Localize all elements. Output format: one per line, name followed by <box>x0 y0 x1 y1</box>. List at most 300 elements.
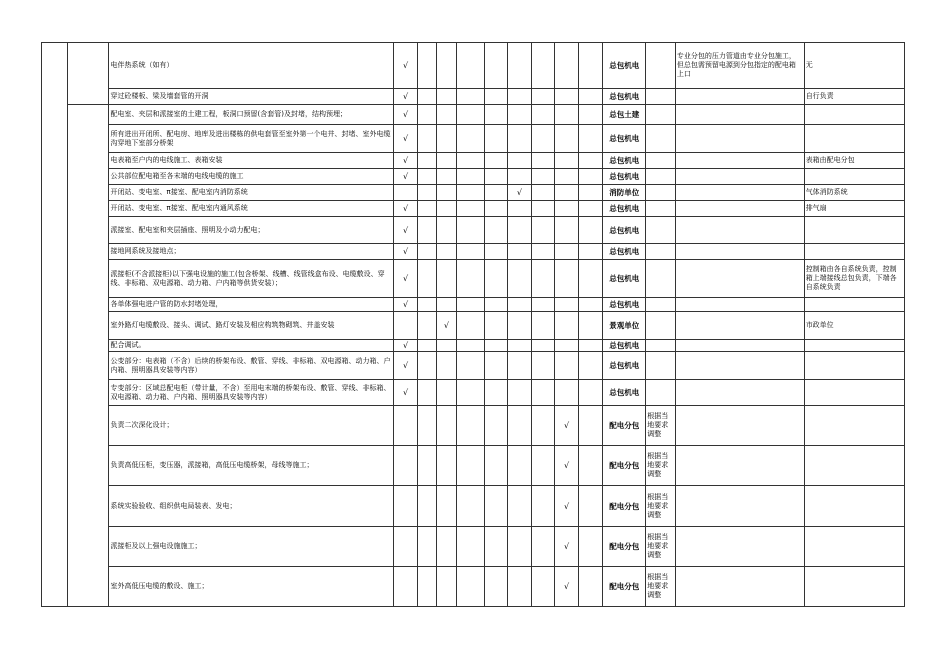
responsibility-cell <box>578 244 603 260</box>
responsibility-cell <box>484 406 508 446</box>
responsibility-cell <box>578 89 603 105</box>
table-row <box>42 527 905 567</box>
remark-cell-e2 <box>675 380 804 406</box>
responsibility-cell <box>457 105 485 125</box>
responsibility-cell <box>436 153 456 169</box>
remark-cell-e1 <box>646 169 676 185</box>
responsibility-cell <box>457 567 485 607</box>
subcategory-cell <box>67 105 109 607</box>
responsibility-cell <box>418 169 436 185</box>
remark-cell-e1 <box>646 260 676 298</box>
responsibility-cell <box>418 406 436 446</box>
remark-cell-e3 <box>804 169 904 185</box>
responsibility-cell <box>531 340 555 352</box>
responsibility-cell <box>531 89 555 105</box>
responsibility-cell <box>555 201 579 217</box>
scope-description: 电表箱至户内的电线施工、表箱安装 <box>109 153 393 169</box>
responsibility-cell <box>578 169 603 185</box>
responsibility-cell <box>508 298 532 312</box>
scope-description: 专变部分：区域总配电柜（带计量，不含）至用电末端的桥架布设、敷管、穿线、非标箱、双电源箱、动力箱、户内箱、照明器具安装等内容） <box>109 380 393 406</box>
responsibility-cell <box>436 486 456 527</box>
table-row <box>42 567 905 607</box>
responsibility-cell <box>508 446 532 486</box>
responsibility-cell <box>484 43 508 89</box>
responsible-unit: 总包机电 <box>603 340 646 352</box>
table-row <box>42 105 905 125</box>
remark-cell-e1 <box>646 153 676 169</box>
remark-cell-e2 <box>675 312 804 340</box>
scope-description: 公共部位配电箱至各末端的电线电缆的施工 <box>109 169 393 185</box>
responsibility-cell <box>418 105 436 125</box>
responsibility-cell <box>555 89 579 105</box>
responsibility-cell <box>418 352 436 380</box>
responsibility-cell <box>457 169 485 185</box>
responsibility-cell <box>457 340 485 352</box>
responsible-unit: 总包机电 <box>603 153 646 169</box>
responsibility-cell <box>531 201 555 217</box>
responsibility-cell <box>484 312 508 340</box>
responsibility-cell <box>578 298 603 312</box>
responsibility-cell <box>508 43 532 89</box>
responsibility-cell <box>436 217 456 244</box>
table-row <box>42 201 905 217</box>
remark-cell-e1: 根据当地要求调整 <box>646 486 676 527</box>
responsible-unit: 配电分包 <box>603 406 646 446</box>
responsibility-cell <box>508 352 532 380</box>
responsibility-cell <box>457 406 485 446</box>
responsibility-cell <box>484 380 508 406</box>
responsibility-cell <box>436 298 456 312</box>
responsibility-cell <box>418 340 436 352</box>
responsibility-cell <box>578 201 603 217</box>
responsible-unit: 总包机电 <box>603 89 646 105</box>
remark-cell-e3: 自行负责 <box>804 89 904 105</box>
responsibility-cell <box>508 567 532 607</box>
responsibility-cell <box>393 527 418 567</box>
responsibility-cell <box>578 340 603 352</box>
remark-cell-e3 <box>804 217 904 244</box>
responsibility-cell <box>578 312 603 340</box>
responsibility-cell <box>436 105 456 125</box>
remark-cell-e3: 表箱由配电分包 <box>804 153 904 169</box>
check-mark: √ <box>508 185 532 201</box>
check-mark: √ <box>555 527 579 567</box>
responsibility-cell <box>531 244 555 260</box>
check-mark: √ <box>436 312 456 340</box>
responsibility-cell <box>508 201 532 217</box>
responsibility-cell <box>578 105 603 125</box>
responsibility-cell <box>457 352 485 380</box>
check-mark: √ <box>393 260 418 298</box>
responsibility-cell <box>531 169 555 185</box>
responsibility-cell <box>531 352 555 380</box>
responsibility-cell <box>555 125 579 153</box>
responsibility-cell <box>418 125 436 153</box>
responsibility-cell <box>531 527 555 567</box>
responsibility-cell <box>508 125 532 153</box>
responsibility-cell <box>418 201 436 217</box>
scope-description: 电伴热系统（如有） <box>109 43 393 89</box>
responsibility-cell <box>418 89 436 105</box>
responsibility-cell <box>578 43 603 89</box>
table-row <box>42 352 905 380</box>
remark-cell-e2 <box>675 105 804 125</box>
scope-description: 室外路灯电缆敷设、接头、调试、路灯安装及相应构筑物砌筑、井盖安装 <box>109 312 393 340</box>
remark-cell-e1 <box>646 244 676 260</box>
remark-cell-e2 <box>675 352 804 380</box>
check-mark: √ <box>393 201 418 217</box>
responsible-unit: 总包机电 <box>603 217 646 244</box>
responsibility-cell <box>418 298 436 312</box>
responsibility-cell <box>555 43 579 89</box>
responsibility-cell <box>555 340 579 352</box>
scope-description: 公变部分：电表箱（不含）后续的桥架布设、敷管、穿线、非标箱、双电源箱、动力箱、户内箱、照明器具安装等内容） <box>109 352 393 380</box>
responsible-unit: 总包机电 <box>603 352 646 380</box>
remark-cell-e2 <box>675 185 804 201</box>
responsibility-cell <box>436 527 456 567</box>
responsibility-cell <box>436 380 456 406</box>
scope-description: 配合调试。 <box>109 340 393 352</box>
remark-cell-e2 <box>675 89 804 105</box>
scope-table <box>41 42 905 607</box>
responsibility-cell <box>418 312 436 340</box>
check-mark: √ <box>393 380 418 406</box>
remark-cell-e3 <box>804 352 904 380</box>
check-mark: √ <box>393 340 418 352</box>
responsibility-cell <box>457 527 485 567</box>
responsibility-cell <box>457 217 485 244</box>
responsible-unit: 消防单位 <box>603 185 646 201</box>
remark-cell-e2 <box>675 201 804 217</box>
responsibility-cell <box>457 153 485 169</box>
check-mark: √ <box>555 406 579 446</box>
responsibility-cell <box>457 244 485 260</box>
table-row <box>42 380 905 406</box>
responsibility-cell <box>484 340 508 352</box>
check-mark: √ <box>393 43 418 89</box>
responsibility-cell <box>393 486 418 527</box>
responsibility-cell <box>531 406 555 446</box>
responsibility-cell <box>578 380 603 406</box>
table-row <box>42 153 905 169</box>
remark-cell-e3 <box>804 486 904 527</box>
responsibility-cell <box>436 260 456 298</box>
responsibility-cell <box>418 446 436 486</box>
responsibility-cell <box>457 486 485 527</box>
responsibility-cell <box>484 486 508 527</box>
responsibility-cell <box>436 446 456 486</box>
responsibility-cell <box>578 185 603 201</box>
check-mark: √ <box>393 105 418 125</box>
responsibility-cell <box>457 446 485 486</box>
responsibility-cell <box>531 298 555 312</box>
responsibility-cell <box>393 185 418 201</box>
check-mark: √ <box>555 567 579 607</box>
remark-cell-e1 <box>646 185 676 201</box>
check-mark: √ <box>393 298 418 312</box>
responsibility-cell <box>578 125 603 153</box>
remark-cell-e1 <box>646 125 676 153</box>
responsibility-cell <box>484 185 508 201</box>
responsibility-cell <box>531 153 555 169</box>
remark-cell-e1: 根据当地要求调整 <box>646 527 676 567</box>
responsibility-cell <box>393 406 418 446</box>
responsibility-cell <box>578 486 603 527</box>
remark-cell-e3: 无 <box>804 43 904 89</box>
remark-cell-e2 <box>675 260 804 298</box>
remark-cell-e1 <box>646 105 676 125</box>
remark-cell-e2 <box>675 153 804 169</box>
responsibility-cell <box>418 244 436 260</box>
responsibility-cell <box>418 43 436 89</box>
responsible-unit: 总包机电 <box>603 298 646 312</box>
check-mark: √ <box>555 446 579 486</box>
responsibility-cell <box>436 43 456 89</box>
remark-cell-e3 <box>804 406 904 446</box>
remark-cell-e1 <box>646 340 676 352</box>
responsibility-cell <box>436 244 456 260</box>
responsibility-cell <box>555 352 579 380</box>
responsibility-cell <box>457 312 485 340</box>
responsibility-cell <box>555 153 579 169</box>
responsibility-cell <box>484 169 508 185</box>
responsibility-cell <box>418 486 436 527</box>
responsibility-cell <box>531 312 555 340</box>
responsibility-cell <box>578 352 603 380</box>
remark-cell-e3 <box>804 125 904 153</box>
responsibility-cell <box>555 105 579 125</box>
responsibility-cell <box>484 527 508 567</box>
check-mark: √ <box>393 169 418 185</box>
responsibility-cell <box>508 380 532 406</box>
responsibility-cell <box>508 169 532 185</box>
remark-cell-e2 <box>675 446 804 486</box>
check-mark: √ <box>393 153 418 169</box>
responsibility-cell <box>457 298 485 312</box>
responsibility-cell <box>508 260 532 298</box>
table-row <box>42 43 905 89</box>
remark-cell-e3 <box>804 446 904 486</box>
responsibility-cell <box>393 567 418 607</box>
responsibility-cell <box>531 105 555 125</box>
responsibility-cell <box>578 153 603 169</box>
responsibility-cell <box>457 43 485 89</box>
responsibility-cell <box>457 89 485 105</box>
table-row <box>42 298 905 312</box>
responsibility-cell <box>508 340 532 352</box>
scope-description: 负责二次深化设计； <box>109 406 393 446</box>
remark-cell-e2: 专业分包的压力管道由专业分包施工，但总包需预留电源到分包指定的配电箱上口 <box>675 43 804 89</box>
responsibility-cell <box>555 312 579 340</box>
remark-cell-e1: 根据当地要求调整 <box>646 406 676 446</box>
responsibility-cell <box>484 153 508 169</box>
responsibility-cell <box>555 169 579 185</box>
responsibility-cell <box>531 486 555 527</box>
responsible-unit: 总包机电 <box>603 380 646 406</box>
responsibility-cell <box>457 185 485 201</box>
table-row <box>42 217 905 244</box>
table-row <box>42 340 905 352</box>
remark-cell-e2 <box>675 244 804 260</box>
scope-description: 派接柜及以上强电设施施工； <box>109 527 393 567</box>
responsibility-cell <box>484 105 508 125</box>
table-row <box>42 169 905 185</box>
category-cell <box>42 43 68 607</box>
responsibility-cell <box>531 185 555 201</box>
remark-cell-e1: 根据当地要求调整 <box>646 446 676 486</box>
table-row <box>42 486 905 527</box>
responsibility-cell <box>418 217 436 244</box>
responsibility-cell <box>436 125 456 153</box>
responsible-unit: 景观单位 <box>603 312 646 340</box>
responsibility-cell <box>578 567 603 607</box>
responsibility-cell <box>531 43 555 89</box>
responsibility-cell <box>484 89 508 105</box>
check-mark: √ <box>555 486 579 527</box>
remark-cell-e3 <box>804 244 904 260</box>
remark-cell-e3 <box>804 340 904 352</box>
remark-cell-e2 <box>675 527 804 567</box>
responsibility-cell <box>508 486 532 527</box>
responsibility-cell <box>457 260 485 298</box>
responsibility-cell <box>484 446 508 486</box>
table-row <box>42 446 905 486</box>
scope-description: 开闭站、变电室、π接室、配电室内消防系统 <box>109 185 393 201</box>
remark-cell-e3 <box>804 105 904 125</box>
remark-cell-e3 <box>804 567 904 607</box>
responsibility-cell <box>508 406 532 446</box>
responsibility-cell <box>508 217 532 244</box>
check-mark: √ <box>393 244 418 260</box>
table-row <box>42 185 905 201</box>
table-row <box>42 312 905 340</box>
remark-cell-e2 <box>675 217 804 244</box>
scope-description: 所有进出开闭所、配电房、地库及进出楼栋的供电套管至室外第一个电井、封堵、室外电缆沟穿地下室部分桥架 <box>109 125 393 153</box>
remark-cell-e1 <box>646 217 676 244</box>
responsibility-cell <box>508 527 532 567</box>
remark-cell-e3: 市政单位 <box>804 312 904 340</box>
responsibility-cell <box>484 217 508 244</box>
responsible-unit: 总包机电 <box>603 244 646 260</box>
remark-cell-e1 <box>646 380 676 406</box>
responsibility-cell <box>508 153 532 169</box>
scope-description: 系统实验验收、组织供电局装表、发电； <box>109 486 393 527</box>
scope-description: 负责高低压柜，变压器，派接箱，高低压电缆桥架，母线等施工； <box>109 446 393 486</box>
responsibility-cell <box>484 244 508 260</box>
responsibility-cell <box>457 125 485 153</box>
check-mark: √ <box>393 352 418 380</box>
responsibility-cell <box>578 217 603 244</box>
responsibility-cell <box>436 340 456 352</box>
responsibility-cell <box>436 567 456 607</box>
responsibility-cell <box>555 244 579 260</box>
responsible-unit: 配电分包 <box>603 486 646 527</box>
responsibility-cell <box>578 260 603 298</box>
responsible-unit: 总包土建 <box>603 105 646 125</box>
responsibility-cell <box>578 446 603 486</box>
responsibility-cell <box>393 446 418 486</box>
remark-cell-e2 <box>675 125 804 153</box>
responsibility-cell <box>436 201 456 217</box>
scope-description: 穿过砼楼板、梁及墙套管的开洞 <box>109 89 393 105</box>
remark-cell-e2 <box>675 406 804 446</box>
responsibility-cell <box>578 527 603 567</box>
responsibility-cell <box>436 89 456 105</box>
scope-description: 室外高低压电缆的敷设、施工； <box>109 567 393 607</box>
check-mark: √ <box>393 217 418 244</box>
responsible-unit: 配电分包 <box>603 527 646 567</box>
responsibility-cell <box>508 105 532 125</box>
remark-cell-e3 <box>804 298 904 312</box>
subcategory-cell <box>67 43 109 105</box>
scope-description: 派接室、配电室和夹层插座、照明及小动力配电； <box>109 217 393 244</box>
remark-cell-e3 <box>804 380 904 406</box>
scope-description: 各单体强电进户管的防水封堵处理， <box>109 298 393 312</box>
responsible-unit: 总包机电 <box>603 169 646 185</box>
scope-description: 接地网系统及接地点； <box>109 244 393 260</box>
remark-cell-e3 <box>804 527 904 567</box>
scope-description: 开闭站、变电室、π接室、配电室内通风系统 <box>109 201 393 217</box>
scope-description: 派接柜(不含派接柜)以下强电设施的施工(包含桥架、线槽、线管线盒布设、电缆敷设、穿线、非标箱、双电源箱、动力箱、户内箱等供货安装）； <box>109 260 393 298</box>
responsibility-cell <box>418 380 436 406</box>
remark-cell-e3: 排气扇 <box>804 201 904 217</box>
remark-cell-e3: 气体消防系统 <box>804 185 904 201</box>
table-row <box>42 260 905 298</box>
remark-cell-e1 <box>646 352 676 380</box>
responsibility-cell <box>531 260 555 298</box>
remark-cell-e1: 根据当地要求调整 <box>646 567 676 607</box>
responsibility-cell <box>531 380 555 406</box>
responsibility-cell <box>418 567 436 607</box>
remark-cell-e1 <box>646 43 676 89</box>
responsibility-cell <box>578 406 603 446</box>
responsibility-cell <box>484 352 508 380</box>
responsibility-cell <box>484 260 508 298</box>
responsibility-cell <box>531 217 555 244</box>
responsibility-cell <box>436 352 456 380</box>
remark-cell-e2 <box>675 169 804 185</box>
responsibility-cell <box>555 298 579 312</box>
responsibility-cell <box>508 312 532 340</box>
responsibility-cell <box>418 527 436 567</box>
responsible-unit: 总包机电 <box>603 125 646 153</box>
remark-cell-e2 <box>675 298 804 312</box>
remark-cell-e2 <box>675 340 804 352</box>
responsibility-cell <box>418 260 436 298</box>
responsible-unit: 配电分包 <box>603 567 646 607</box>
responsibility-cell <box>555 217 579 244</box>
remark-cell-e1 <box>646 89 676 105</box>
table-row <box>42 125 905 153</box>
table-row <box>42 406 905 446</box>
responsible-unit: 总包机电 <box>603 43 646 89</box>
responsibility-cell <box>555 380 579 406</box>
remark-cell-e1 <box>646 201 676 217</box>
scope-description: 配电室、夹层和派接室的土建工程，板洞口预留(含套管)及封堵，结构预埋； <box>109 105 393 125</box>
remark-cell-e2 <box>675 567 804 607</box>
table-row <box>42 244 905 260</box>
remark-cell-e1 <box>646 312 676 340</box>
responsibility-cell <box>555 260 579 298</box>
responsibility-cell <box>436 185 456 201</box>
responsibility-cell <box>418 185 436 201</box>
responsibility-cell <box>531 446 555 486</box>
responsibility-cell <box>457 380 485 406</box>
responsibility-cell <box>555 185 579 201</box>
responsibility-cell <box>418 153 436 169</box>
check-mark: √ <box>393 125 418 153</box>
responsibility-cell <box>393 312 418 340</box>
